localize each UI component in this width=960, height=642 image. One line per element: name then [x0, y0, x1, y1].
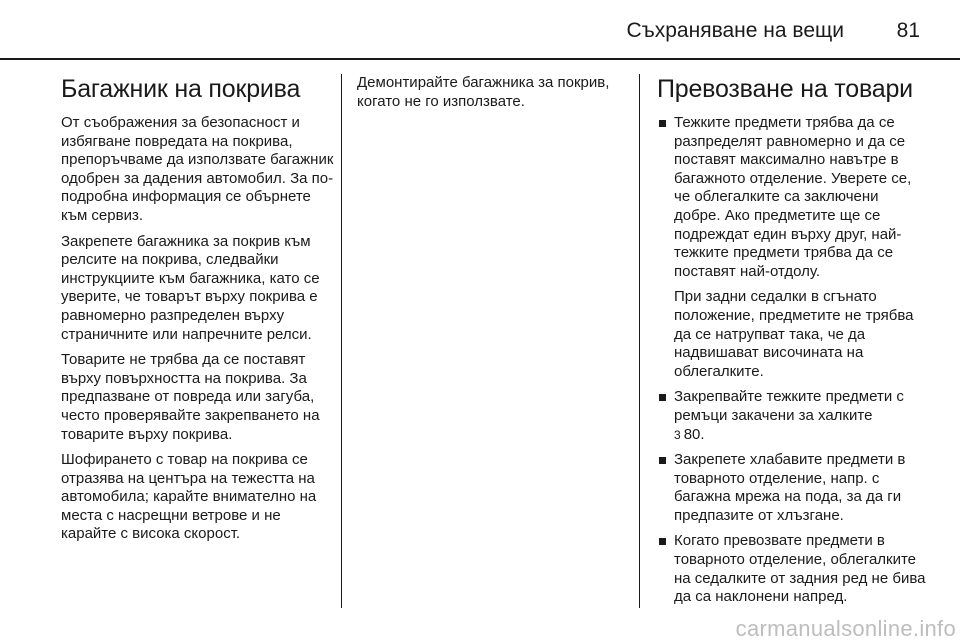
paragraph: Демонтирайте багажника за покрив, когато не го използвате. [357, 74, 610, 110]
column-continuation [357, 74, 629, 118]
header-rule [0, 58, 960, 60]
page-header [0, 0, 960, 66]
section-heading-loading-cargo: Превозване на товари [657, 75, 913, 103]
paragraph: Шофирането с товар на покрива се отразява на центъра на тежестта на автомобила; карайте внимателно на места с насрещни ветрове и не карайте с висока скорост. [61, 451, 317, 543]
paragraph: От съображения за безопасност и избягване повредата на покрива, препоръчваме да използвате багажник одобрен за дадения автомобил. За по-подробна информация се обърнете към сервиз. [61, 114, 334, 224]
bullet-list [657, 114, 927, 607]
list-item-text: Тежките предмети трябва да се разпределят равномерно и да се поставят максимално навътре в багажното отделение. Уверете се, че облегалките са заключени добре. Ако предметите ще се подреждат един върху друг, най-тежките предмети трябва да се поставят най-отдолу. [674, 114, 912, 280]
page-number: 81 [896, 19, 920, 42]
list-item [657, 114, 927, 381]
list-item-text: Когато превозвате предмети в товарното отделение, облегалките на седалките от задния ред не бива да са наклонени напред. [674, 532, 926, 606]
section-heading-roof-rack: Багажник на покрива [61, 75, 301, 103]
column-divider [341, 74, 342, 608]
running-header-title: Съхраняване на вещи [626, 19, 844, 42]
list-item [657, 532, 927, 606]
list-item [657, 451, 927, 525]
square-bullet-icon [659, 394, 666, 401]
paragraph: Товарите не трябва да се поставят върху повърхността на покрива. За предпазване от повреда или загуба, често проверявайте закрепването на товарите върху покрива. [61, 351, 320, 443]
list-item-subparagraph: При задни седалки в сгънато положение, предметите не трябва да се натрупват така, че да надвишават височината на облегалките. [674, 288, 914, 380]
column-roof-rack [61, 74, 339, 551]
cross-reference-icon: 3 [674, 427, 681, 442]
column-loading-cargo [657, 74, 927, 614]
square-bullet-icon [659, 538, 666, 545]
list-item [657, 388, 927, 444]
square-bullet-icon [659, 120, 666, 127]
list-item-text: Закрепвайте тежките предмети с ремъци закачени за халките [674, 388, 904, 424]
square-bullet-icon [659, 457, 666, 464]
list-item-text: Закрепете хлабавите предмети в товарното отделение, напр. с багажна мрежа на пода, за да ги предпазите от хлъзгане. [674, 451, 906, 524]
watermark-text: carmanualsonline.info [735, 616, 956, 641]
paragraph: Закрепете багажника за покрив към релсите на покрива, следвайки инструкциите към багажника, като се уверите, че товарът върху покрива е равномерно разпределен върху страничните или напречните релси. [61, 232, 320, 343]
column-divider [639, 74, 640, 608]
cross-reference-page[interactable]: 80. [683, 425, 705, 443]
